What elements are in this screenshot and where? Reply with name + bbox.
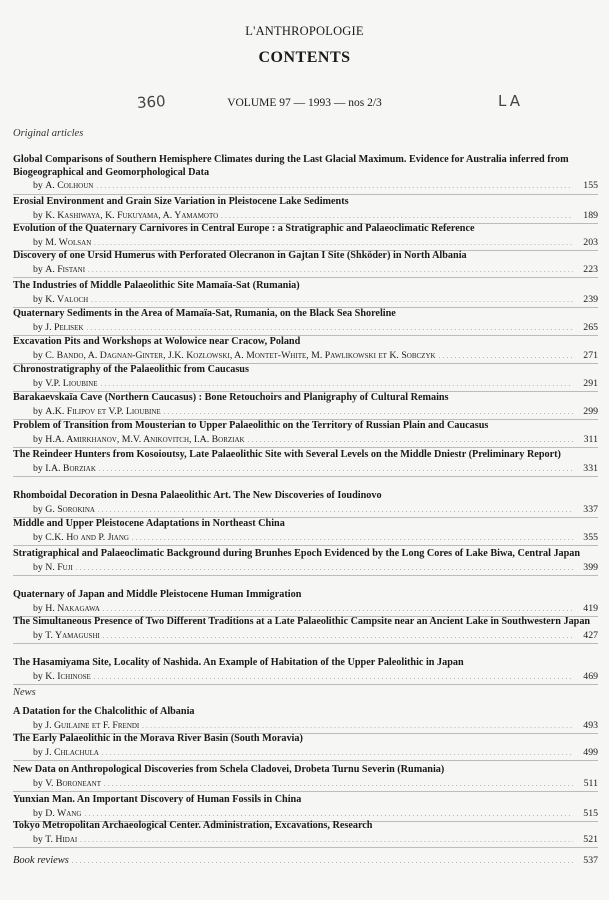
volume-line: VOLUME 97 — 1993 — nos 2/3 — [227, 97, 382, 109]
article-byline: by J. Pelisek . . . 265 — [13, 322, 598, 336]
article-entry — [13, 657, 598, 685]
article-page: 239 — [583, 293, 598, 305]
article-byline: by T. Yamagushi . . . 427 — [13, 630, 598, 644]
news-title: New Data on Anthropological Discoveries from Schela Cladovei, Drobeta Turnu Severin (Rumania) — [13, 764, 445, 775]
news-title: The Early Palaeolithic in the Morava River Basin (South Moravia) — [13, 733, 303, 744]
article-title: The Reindeer Hunters from Kosoioutsy, Late Palaeolithic Site with Several Levels on the Middle Dniestr (Preliminary Report) — [13, 449, 561, 460]
article-page: 399 — [583, 561, 598, 573]
news-authors: T. Hidai — [45, 833, 78, 845]
article-entry — [13, 420, 598, 448]
article-title: Barakaevskaïa Cave (Northern Caucasus) : Bone Retouchoirs and Planigraphy of Cultural Remains — [13, 392, 449, 403]
article-entry — [13, 280, 598, 308]
article-byline: by K. Valoch . . . 239 — [13, 294, 598, 308]
article-byline: by A.K. Filipov et V.P. Lioubine . . . 299 — [13, 406, 598, 420]
book-reviews-label: Book reviews — [13, 855, 69, 866]
news-title: Yunxian Man. An Important Discovery of Human Fossils in China — [13, 794, 302, 805]
news-byline: by J. Guilaine et F. Frendi . . . 493 — [13, 720, 598, 734]
article-page: 427 — [583, 629, 598, 641]
article-authors: C.K. Ho and P. Jiang — [45, 531, 129, 543]
news-page: 511 — [583, 777, 598, 789]
article-byline: by A. Colhoun . . . 155 — [13, 180, 598, 194]
article-authors: A. Fistani — [45, 263, 86, 275]
article-authors: V.P. Lioubine — [45, 377, 98, 389]
article-page: 223 — [583, 263, 598, 275]
article-entry — [13, 308, 598, 336]
article-entry — [13, 392, 598, 420]
article-byline: by A. Fistani . . . 223 — [13, 264, 598, 278]
article-page: 331 — [583, 462, 598, 474]
news-title: A Datation for the Chalcolithic of Albania — [13, 706, 195, 717]
journal-title: L'ANTHROPOLOGIE — [245, 24, 364, 38]
article-page: 469 — [583, 670, 598, 682]
article-authors: A. Colhoun — [45, 180, 94, 192]
article-entry — [13, 196, 598, 224]
article-page: 189 — [583, 209, 598, 221]
article-title: Quaternary Sediments in the Area of Mamaïa-Sat, Rumania, on the Black Sea Shoreline — [13, 308, 396, 319]
article-title: Problem of Transition from Mousterian to Upper Palaeolithic on the Territory of Russian Plain and Caucasus — [13, 420, 489, 431]
article-byline: by K. Kashiwaya, K. Fukuyama, A. Yamamoto . . . 189 — [13, 210, 598, 224]
article-page: 291 — [583, 377, 598, 389]
news-entry — [13, 764, 598, 792]
article-authors: A.K. Filipov et V.P. Lioubine — [45, 405, 161, 417]
handwritten-note-right: LA — [498, 92, 523, 110]
article-entry — [13, 336, 598, 364]
contents-heading: CONTENTS — [258, 49, 351, 66]
news-page: 521 — [583, 833, 598, 845]
news-page: 493 — [583, 719, 598, 731]
book-reviews-page: 537 — [583, 855, 598, 866]
article-title: Global Comparisons of Southern Hemisphere Climates during the Last Glacial Maximum. Evidence for Australia inferred from Biogeographical and Geomorphological Data — [13, 154, 569, 178]
article-page: 299 — [583, 405, 598, 417]
article-page: 271 — [583, 349, 598, 361]
news-authors: J. Guilaine et F. Frendi — [45, 719, 140, 731]
article-page: 311 — [583, 433, 598, 445]
article-byline: by H. Nakagawa . . . 419 — [13, 603, 598, 617]
news-authors: D. Wang — [45, 807, 82, 819]
article-byline: by N. Fuji . . . 399 — [13, 562, 598, 576]
news-entry — [13, 706, 598, 734]
handwritten-note-left: 360 — [136, 92, 167, 112]
news-page: 515 — [583, 807, 598, 819]
article-entry — [13, 548, 598, 576]
news-entry — [13, 733, 598, 761]
article-title: Chronostratigraphy of the Palaeolithic from Caucasus — [13, 364, 249, 375]
article-title: Quaternary of Japan and Middle Pleistocene Human Immigration — [13, 589, 302, 600]
article-entry — [13, 364, 598, 392]
article-title: Evolution of the Quaternary Carnivores in Central Europe : a Stratigraphic and Palaeoclimatic Reference — [13, 223, 475, 234]
article-title: The Hasamiyama Site, Locality of Nashida. An Example of Habitation of the Upper Paleolithic in Japan — [13, 657, 464, 668]
article-entry — [13, 449, 598, 477]
article-entry — [13, 154, 598, 195]
news-entry — [13, 820, 598, 848]
article-entry — [13, 589, 598, 617]
article-title: Discovery of one Ursid Humerus with Perforated Olecranon in Gajtan I Site (Shköder) in North Albania — [13, 250, 467, 261]
article-title: Erosial Environment and Grain Size Variation in Pleistocene Lake Sediments — [13, 196, 349, 207]
article-page: 337 — [583, 503, 598, 515]
news-authors: V. Boroneant — [45, 777, 101, 789]
article-authors: K. Kashiwaya, K. Fukuyama, A. Yamamoto — [45, 209, 219, 221]
section-news: News — [13, 687, 36, 698]
article-entry — [13, 250, 598, 278]
article-title: Excavation Pits and Workshops at Wolowice near Cracow, Poland — [13, 336, 301, 347]
article-byline: by M. Wolsan . . . 203 — [13, 237, 598, 251]
article-entry — [13, 223, 598, 251]
article-authors: K. Ichinose — [45, 670, 91, 682]
news-byline: by T. Hidai . . . 521 — [13, 834, 598, 848]
article-byline: by C. Bando, A. Dagnan-Ginter, J.K. Kozlowski, A. Montet-White, M. Pawlikowski et K. Sobczyk . . . 271 — [13, 350, 598, 364]
article-entry — [13, 616, 598, 644]
news-byline: by J. Chlachula . . . 499 — [13, 747, 598, 761]
article-authors: H.A. Amirkhanov, M.V. Anikovitch, I.A. Borziak — [45, 433, 245, 445]
article-page: 203 — [583, 236, 598, 248]
article-byline: by G. Sorokina . . . 337 — [13, 504, 598, 518]
article-page: 155 — [583, 180, 598, 192]
article-page: 265 — [583, 321, 598, 333]
news-byline: by V. Boroneant . . . 511 — [13, 778, 598, 792]
article-authors: I.A. Borziak — [45, 462, 96, 474]
article-authors: G. Sorokina — [45, 503, 95, 515]
article-byline: by V.P. Lioubine . . . 291 — [13, 378, 598, 392]
article-title: Rhomboidal Decoration in Desna Palaeolithic Art. The New Discoveries of Ioudinovo — [13, 490, 382, 501]
article-authors: C. Bando, A. Dagnan-Ginter, J.K. Kozlowski, A. Montet-White, M. Pawlikowski et K. Sobczyk — [45, 349, 436, 361]
news-entry — [13, 794, 598, 822]
book-reviews-line — [13, 855, 598, 866]
article-title: The Industries of Middle Palaeolithic Site Mamaïa-Sat (Rumania) — [13, 280, 300, 291]
article-entry — [13, 518, 598, 546]
article-byline: by I.A. Borziak . . . 331 — [13, 463, 598, 477]
news-page: 499 — [583, 746, 598, 758]
article-title: The Simultaneous Presence of Two Different Traditions at a Late Palaeolithic Campsite near an Ancient Lake in Southwestern Japan — [13, 616, 591, 627]
article-authors: H. Nakagawa — [45, 602, 100, 614]
article-byline: by H.A. Amirkhanov, M.V. Anikovitch, I.A. Borziak . . . 311 — [13, 434, 598, 448]
article-byline: by K. Ichinose . . . 469 — [13, 671, 598, 685]
news-title: Tokyo Metropolitan Archaeological Center. Administration, Excavations, Research — [13, 820, 373, 831]
article-authors: N. Fuji — [45, 561, 73, 573]
article-title: Stratigraphical and Palaeoclimatic Background during Brunhes Epoch Evidenced by the Long Cores of Lake Biwa, Central Japan — [13, 548, 581, 559]
news-authors: J. Chlachula — [45, 746, 99, 758]
section-original-articles: Original articles — [13, 128, 84, 139]
article-authors: K. Valoch — [45, 293, 89, 305]
article-title: Middle and Upper Pleistocene Adaptations in Northeast China — [13, 518, 285, 529]
article-authors: M. Wolsan — [45, 236, 92, 248]
article-authors: J. Pelisek — [45, 321, 84, 333]
news-byline: by D. Wang . . . 515 — [13, 808, 598, 822]
article-page: 355 — [583, 531, 598, 543]
article-page: 419 — [583, 602, 598, 614]
article-authors: T. Yamagushi — [45, 629, 100, 641]
article-byline: by C.K. Ho and P. Jiang . . . 355 — [13, 532, 598, 546]
article-entry — [13, 490, 598, 518]
